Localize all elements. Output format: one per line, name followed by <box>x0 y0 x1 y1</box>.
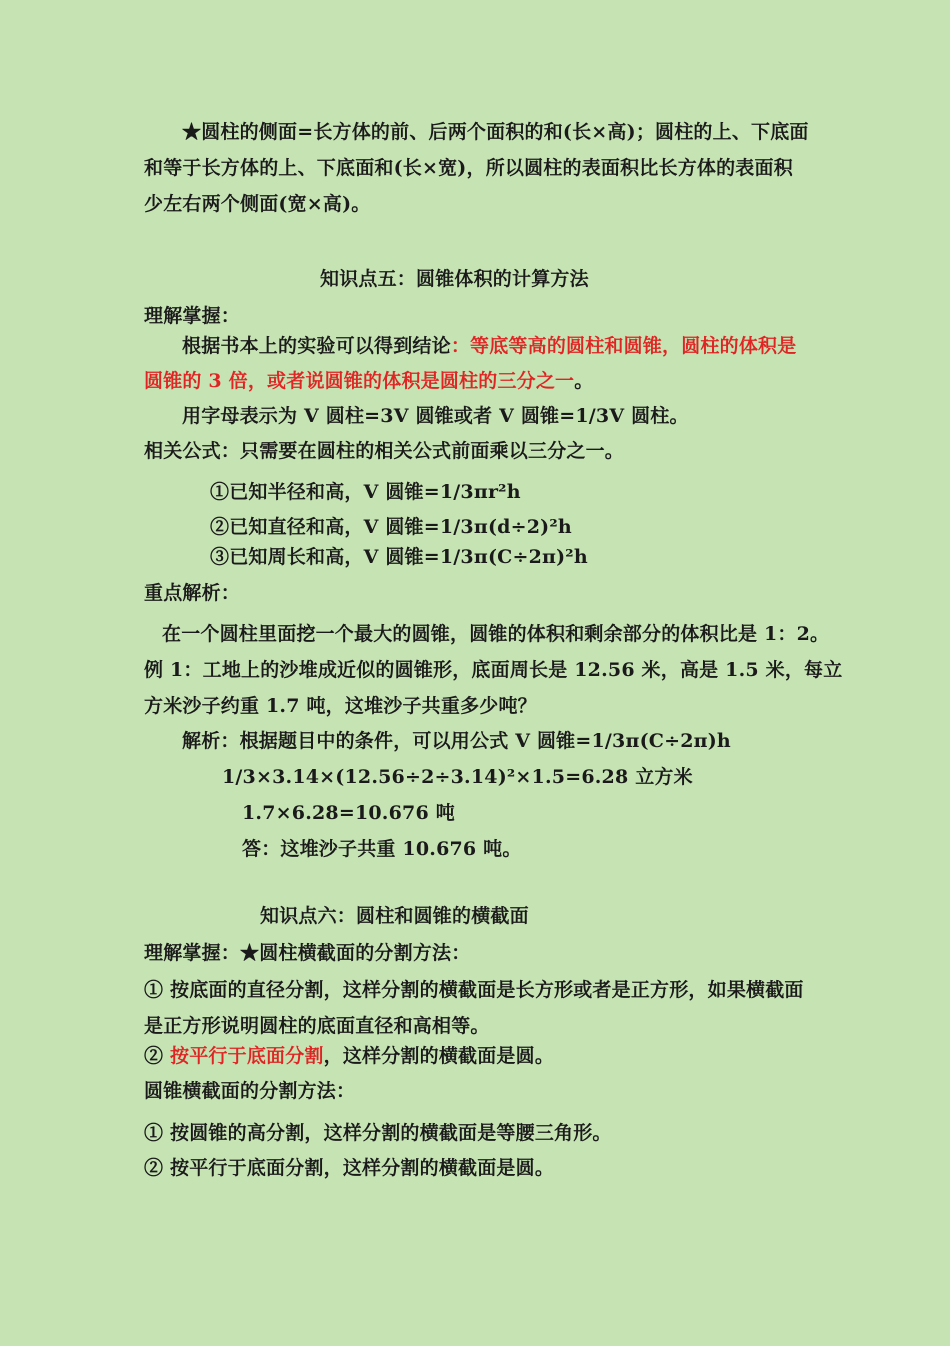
conclusion-prefix: 根据书本上的实验可以得到结论 <box>182 335 451 357</box>
cone-cut-label: 圆锥横截面的分割方法： <box>144 1080 356 1102</box>
key-analysis-text: 在一个圆柱里面挖一个最大的圆锥，圆锥的体积和剩余部分的体积比是 1：2。 <box>162 623 830 645</box>
cone-cut-1: ① 按圆锥的高分割，这样分割的横截面是等腰三角形。 <box>144 1122 612 1144</box>
example-line-1: 例 1：工地上的沙堆成近似的圆锥形，底面周长是 12.56 米，高是 1.5 米，每立 <box>144 659 843 681</box>
cylinder-cut-2 <box>144 1043 554 1069</box>
intro-line-3: 少左右两个侧面(宽×高)。 <box>144 193 371 215</box>
section5-title: 知识点五：圆锥体积的计算方法 <box>320 268 589 290</box>
example-answer: 答：这堆沙子共重 10.676 吨。 <box>242 838 522 860</box>
key-analysis-label: 重点解析： <box>144 582 241 604</box>
cylinder-cut-2-highlight: 按平行于底面分割 <box>170 1045 324 1067</box>
section5-conclusion-line-1 <box>182 333 796 359</box>
conclusion-highlight-2: 圆锥的 3 倍，或者说圆锥的体积是圆柱的三分之一 <box>144 370 575 392</box>
section5-understand-label: 理解掌握： <box>144 305 241 327</box>
section6-title: 知识点六：圆柱和圆锥的横截面 <box>260 905 529 927</box>
section5-conclusion-line-2 <box>144 368 593 394</box>
cylinder-cut-2-suffix: ，这样分割的横截面是圆。 <box>323 1045 555 1067</box>
conclusion-highlight-1: ：等底等高的圆柱和圆锥，圆柱的体积是 <box>450 335 797 357</box>
section6-understand: 理解掌握：★圆柱横截面的分割方法： <box>144 942 471 964</box>
intro-line-1: ★圆柱的侧面=长方体的前、后两个面积的和(长×高)；圆柱的上、下底面 <box>182 121 809 143</box>
cylinder-cut-1-line-1: ① 按底面的直径分割，这样分割的横截面是长方形或者是正方形，如果横截面 <box>144 979 804 1001</box>
section5-related: 相关公式：只需要在圆柱的相关公式前面乘以三分之一。 <box>144 440 625 462</box>
example-line-2: 方米沙子约重 1.7 吨，这堆沙子共重多少吨？ <box>144 695 537 717</box>
cone-cut-2: ② 按平行于底面分割，这样分割的横截面是圆。 <box>144 1157 555 1179</box>
intro-line-2: 和等于长方体的上、下底面和(长×宽)，所以圆柱的表面积比长方体的表面积 <box>144 157 793 179</box>
formula-circumference: ③已知周长和高，V 圆锥=1/3π(C÷2π)²h <box>210 546 588 568</box>
cylinder-cut-2-prefix: ② <box>144 1045 171 1067</box>
formula-radius: ①已知半径和高，V 圆锥=1/3πr²h <box>210 481 521 503</box>
section5-letters: 用字母表示为 V 圆柱=3V 圆锥或者 V 圆锥=1/3V 圆柱。 <box>182 405 689 427</box>
conclusion-suffix: 。 <box>574 370 594 392</box>
example-calc-1: 1/3×3.14×(12.56÷2÷3.14)²×1.5=6.28 立方米 <box>222 766 693 788</box>
cylinder-cut-1-line-2: 是正方形说明圆柱的底面直径和高相等。 <box>144 1015 490 1037</box>
example-analysis: 解析：根据题目中的条件，可以用公式 V 圆锥=1/3π(C÷2π)h <box>182 730 731 752</box>
example-calc-2: 1.7×6.28=10.676 吨 <box>242 802 455 824</box>
formula-diameter: ②已知直径和高，V 圆锥=1/3π(d÷2)²h <box>210 516 572 538</box>
